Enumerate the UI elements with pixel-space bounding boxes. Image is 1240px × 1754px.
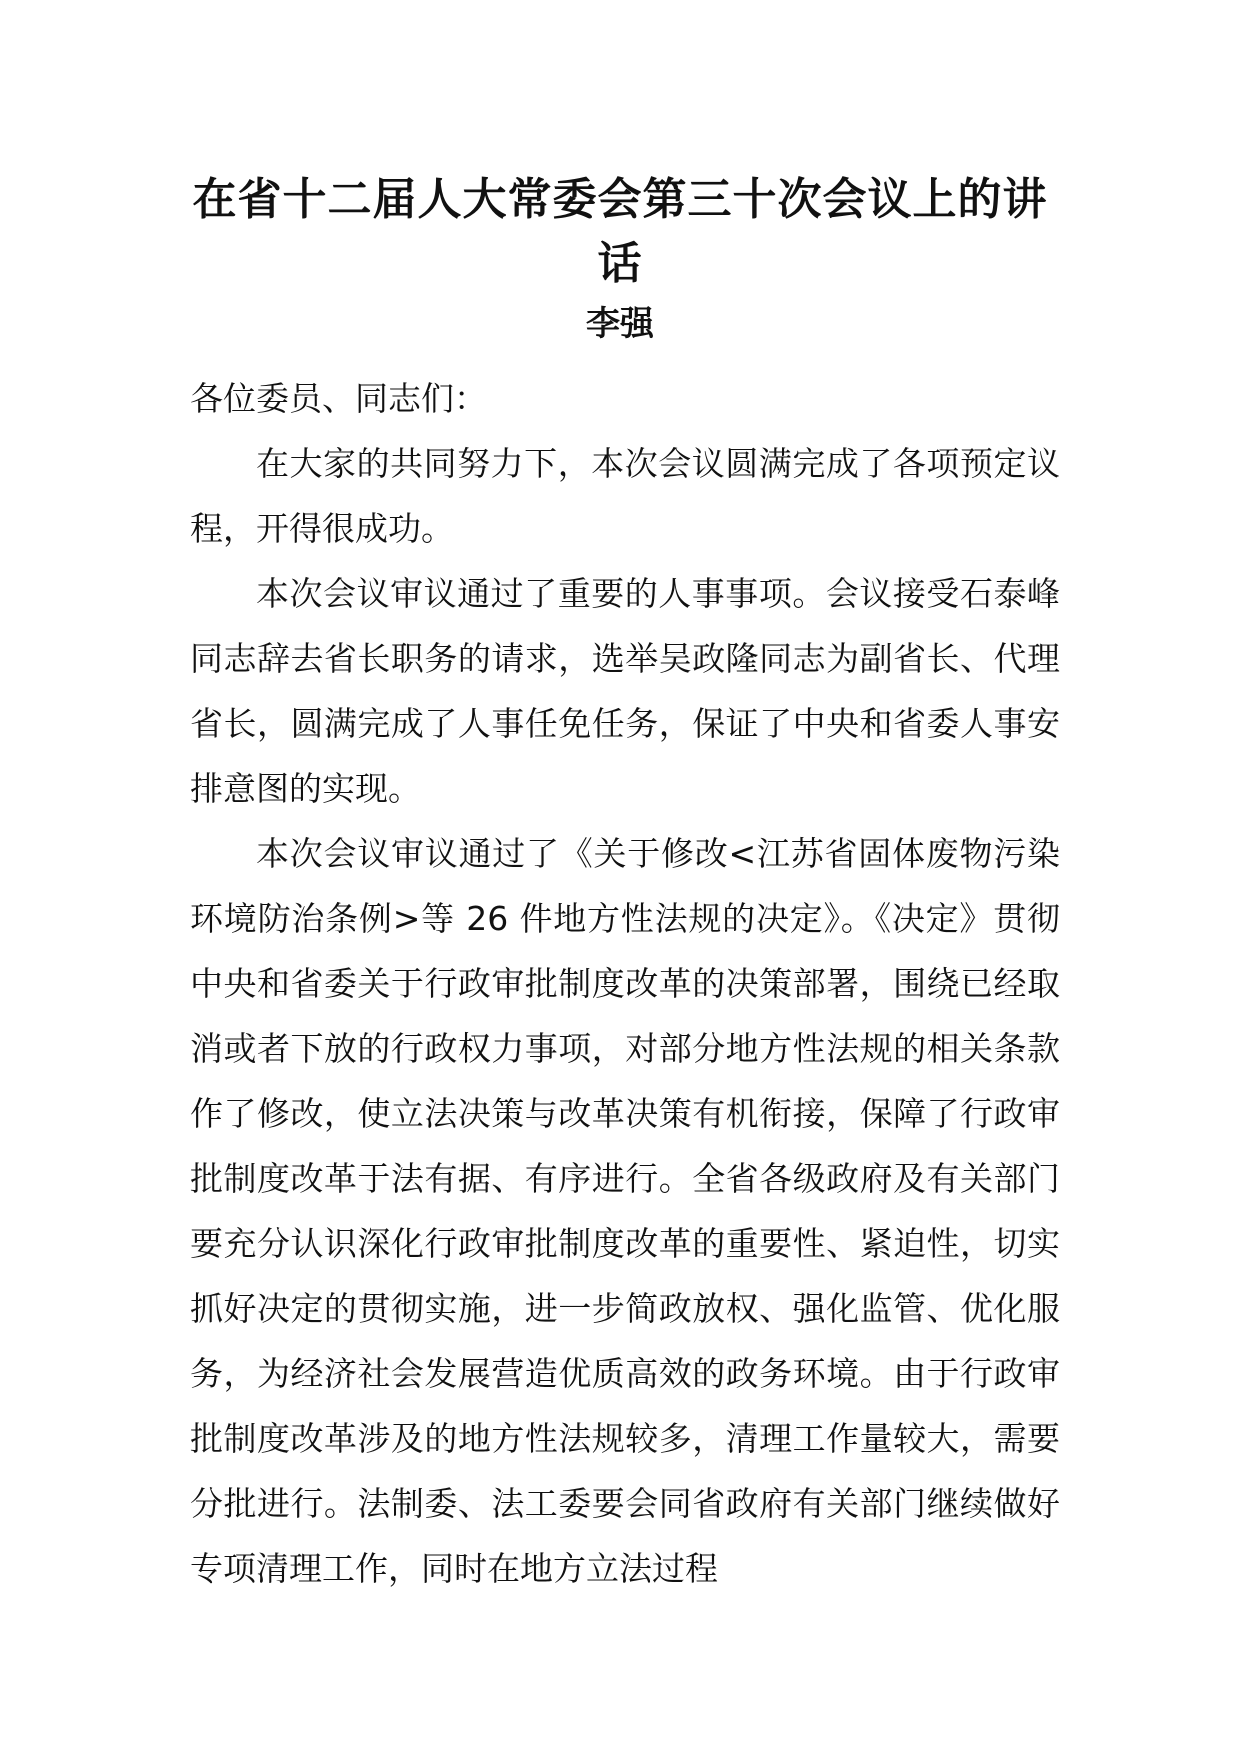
paragraph-3: 本次会议审议通过了《关于修改<江苏省固体废物污染环境防治条例>等 26 件地方性法规的决定》。《决定》贯彻中央和省委关于行政审批制度改革的决策部署，围绕已经取消或者下放的行政权力事项，对部分地方性法规的相关条款作了修改，使立法决策与改革决策有机衔接，保障了行政审批制度改革于法有据、有序进行。全省各级政府及有关部门要充分认识深化行政审批制度改革的重要性、紧迫性，切实抓好决定的贯彻实施，进一步简政放权、强化监管、优化服务，为经济社会发展营造优质高效的政务环境。由于行政审批制度改革涉及的地方性法规较多，清理工作量较大，需要分批进行。法制委、法工委要会同省政府有关部门继续做好专项清理工作，同时在地方立法过程 <box>190 834 1060 1588</box>
paragraph-2: 本次会议审议通过了重要的人事事项。会议接受石泰峰同志辞去省长职务的请求，选举吴政隆同志为副省长、代理省长，圆满完成了人事任免任务，保证了中央和省委人事安排意图的实现。 <box>190 574 1060 808</box>
paragraph-1: 在大家的共同努力下，本次会议圆满完成了各项预定议程，开得很成功。 <box>190 444 1060 548</box>
document-author: 李强 <box>586 304 654 344</box>
document-body <box>190 366 1060 1601</box>
salutation: 各位委员、同志们： <box>190 379 487 418</box>
document-title: 在省十二届人大常委会第三十次会议上的讲话 <box>192 174 1048 289</box>
